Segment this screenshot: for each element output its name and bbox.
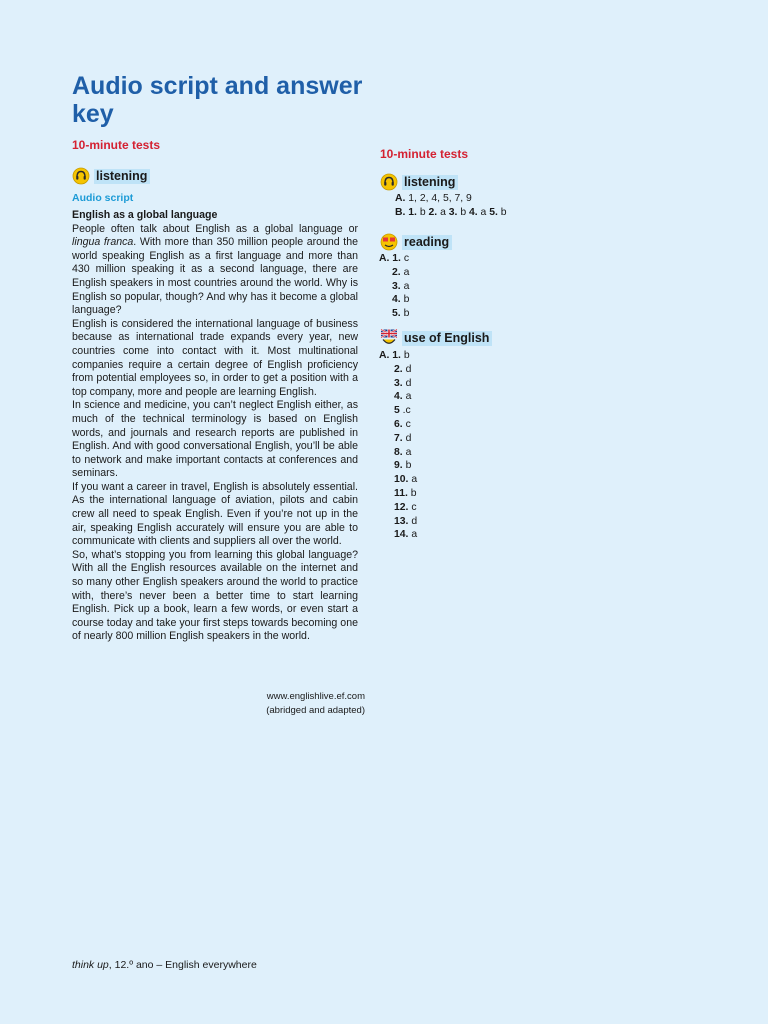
reading-answers	[379, 252, 409, 321]
answer-row	[379, 501, 417, 515]
source-note: (abridged and adapted)	[266, 705, 365, 716]
answer-row	[379, 487, 417, 501]
right-section-heading: 10-minute tests	[380, 147, 469, 161]
answer-value: a	[411, 529, 418, 541]
answer-value: a	[480, 206, 490, 218]
headphones-icon	[380, 173, 398, 191]
left-listening-header	[72, 166, 150, 186]
answer-value: a	[403, 266, 410, 278]
answer-value: c	[405, 418, 411, 430]
article-paragraph-2: English is considered the international language of business because as international trade expands every year, new countries come into contact with it. Most multinational companies require a certain degree of English proficiency from potential employees so, in order to get a position with a top company, more and people are learning English.	[72, 317, 358, 398]
answer-number: B. 1.	[395, 206, 420, 218]
article-paragraph-4: If you want a career in travel, English is absolutely essential. As the international language of aviation, pilots and cabin crew all need to speak English. Even if you’re not up in the air, speaking English accurately will ensure you are able to communicate with clients and suppliers all over the world.	[72, 480, 358, 548]
answer-row	[379, 307, 409, 321]
left-listening-label: listening	[94, 169, 150, 184]
answer-row	[379, 280, 409, 294]
answer-row	[379, 293, 409, 307]
audio-script-subheading: Audio script	[72, 192, 134, 204]
answer-value: d	[405, 377, 412, 389]
use-of-english-label: use of English	[402, 331, 492, 346]
answer-value: b	[403, 308, 410, 320]
answer-row	[379, 459, 417, 473]
answer-value: b	[419, 206, 429, 218]
answer-number: 3.	[392, 280, 404, 292]
right-listening-label: listening	[402, 175, 458, 190]
answer-value: b	[403, 350, 410, 361]
page-footer	[72, 959, 257, 971]
answer-row	[379, 473, 417, 487]
use-of-english-answers	[379, 349, 417, 542]
use-of-english-header	[380, 328, 492, 348]
article-source	[200, 690, 365, 718]
answer-row	[379, 363, 417, 377]
answer-number: 4.	[468, 206, 481, 218]
answer-value: b	[405, 460, 412, 472]
reading-face-icon	[380, 233, 398, 251]
answer-number: 4.	[392, 294, 404, 306]
answer-row	[379, 446, 417, 460]
answer-value: d	[405, 363, 412, 375]
answer-row	[379, 252, 409, 266]
answer-row	[379, 404, 417, 418]
answer-value: c	[411, 501, 417, 513]
answer-number: 11.	[394, 487, 411, 499]
audio-script-article	[72, 209, 358, 644]
article-paragraph-5: So, what’s stopping you from learning this global language? With all the English resources available on the internet and so many other English speakers around the world to practice with, there’s never been a better time to start learning English. Pick up a book, learn a few words, or even start a course today and take your first steps towards becoming one of nearly 800 million English speakers in the world.	[72, 548, 358, 643]
source-url: www.englishlive.ef.com	[266, 691, 365, 702]
answer-number: A.	[395, 193, 409, 204]
left-section-heading: 10-minute tests	[72, 138, 161, 152]
answer-number: 9.	[394, 460, 406, 472]
article-paragraph-3: In science and medicine, you can’t neglect English either, as much of the technical terminology is based on English words, and journals and research reports are published in English. And with good conversational English, you’ll be able to network and make important contacts at conferences and seminars.	[72, 399, 358, 480]
article-paragraph-1: People often talk about English as a global language or lingua franca. With more than 350 million people around the world speaking English as a first language and more than 430 million speaking it as a second language, there are English speakers in most countries around the world. Why is English so popular, though? And why has it become a global language?	[72, 222, 358, 317]
answer-number: 7.	[394, 432, 406, 444]
answer-row	[379, 515, 417, 529]
answer-number: 13.	[394, 515, 412, 527]
answer-value: .c	[402, 405, 411, 417]
answer-number: 4.	[394, 391, 406, 403]
answer-row	[379, 349, 417, 363]
answer-value: c	[403, 253, 410, 264]
answer-number: 5.	[489, 206, 501, 218]
answer-number: 12.	[394, 501, 412, 513]
answer-number: 5.	[392, 308, 404, 320]
answer-row	[379, 377, 417, 391]
answer-value: a	[403, 280, 410, 292]
uk-flag-smile-icon	[380, 329, 398, 347]
answer-row	[395, 206, 507, 220]
headphones-icon	[72, 167, 90, 185]
answer-value: b	[460, 206, 469, 218]
answer-number: A. 1.	[379, 350, 404, 361]
right-listening-header	[380, 172, 458, 192]
answer-row	[379, 390, 417, 404]
answer-number: 5	[394, 405, 403, 417]
answer-value: b	[500, 206, 507, 218]
answer-row	[379, 528, 417, 542]
answer-value: a	[411, 474, 418, 486]
answer-number: 2.	[392, 266, 404, 278]
reading-header	[380, 232, 452, 252]
answer-value: d	[411, 515, 418, 527]
answer-number: 3.	[448, 206, 461, 218]
answer-value: a	[405, 446, 412, 458]
listening-answers	[395, 192, 507, 220]
answer-value: 1, 2, 4, 5, 7, 9	[408, 193, 472, 204]
answer-row	[379, 432, 417, 446]
answer-number: 2.	[428, 206, 441, 218]
answer-value: b	[410, 487, 417, 499]
answer-value: d	[405, 432, 412, 444]
answer-row	[379, 418, 417, 432]
reading-label: reading	[402, 235, 452, 250]
answer-number: 3.	[394, 377, 406, 389]
page-title: Audio script and answer key	[72, 72, 363, 128]
answer-number: 8.	[394, 446, 406, 458]
answer-value: a	[405, 391, 412, 403]
answer-value: a	[440, 206, 449, 218]
answer-number: 6.	[394, 418, 406, 430]
answer-number: 2.	[394, 363, 406, 375]
answer-value: b	[403, 294, 410, 306]
answer-row	[379, 266, 409, 280]
article-title: English as a global language	[72, 209, 218, 221]
answer-number: 14.	[394, 529, 412, 541]
footer-book-title: think up	[72, 959, 109, 971]
answer-number: 10.	[394, 474, 412, 486]
answer-number: A. 1.	[379, 253, 404, 264]
answer-row	[395, 192, 507, 206]
footer-rest: , 12.º ano – English everywhere	[108, 959, 257, 971]
